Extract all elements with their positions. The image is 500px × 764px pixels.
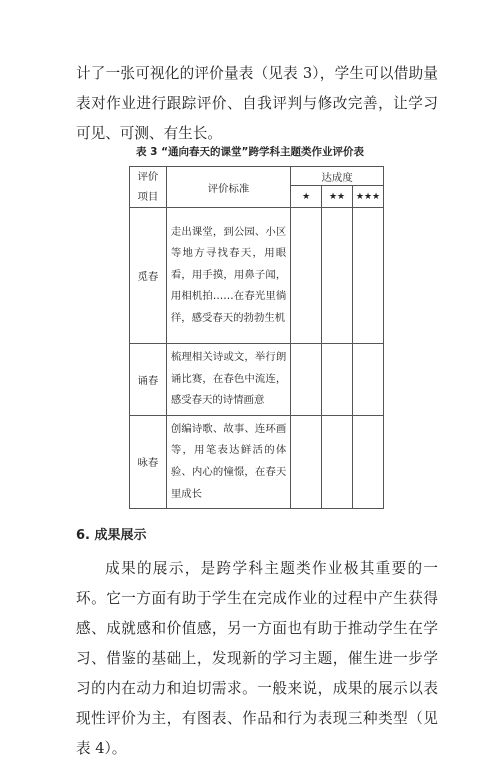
- rating-cell: [353, 208, 384, 344]
- rating-cell: [291, 208, 322, 344]
- star-level-2: ★★: [322, 186, 353, 208]
- table-row: [130, 415, 384, 508]
- row-standard-text: 创编诗歌、故事、连环画等，用笔表达鲜活的体验、内心的憧憬，在春天里成长: [166, 415, 290, 508]
- row-item-label: 咏春: [130, 415, 167, 508]
- header-item-line2: 项目: [137, 191, 159, 203]
- rating-cell: [353, 344, 384, 416]
- rating-cell: [322, 344, 353, 416]
- section-body: [76, 554, 438, 764]
- row-item-label: 觅春: [130, 208, 167, 344]
- table-row: [130, 344, 384, 416]
- row-standard-text: 梳理相关诗或文，举行朗诵比赛，在春色中流连，感受春天的诗情画意: [166, 344, 290, 416]
- header-standard: 评价标准: [166, 167, 290, 208]
- rating-cell: [353, 415, 384, 508]
- header-item: [130, 167, 167, 208]
- intro-paragraph: 计了一张可视化的评价量表（见表 3），学生可以借助量表对作业进行跟踪评价、自我评判与修改完善，让学习可见、可测、有生长。: [76, 65, 438, 142]
- row-item-label: 诵春: [130, 344, 167, 416]
- table-caption: 表 3 “通向春天的课堂”跨学科主题类作业评价表: [136, 146, 364, 158]
- table-row: [130, 208, 384, 344]
- evaluation-table: [129, 166, 384, 509]
- star-level-3: ★★★: [353, 186, 384, 208]
- section-heading: 6. 成果展示: [76, 528, 147, 543]
- rating-cell: [322, 415, 353, 508]
- row-standard-text: 走出课堂，到公园、小区等地方寻找春天，用眼看，用手摸，用鼻子闻，用相机拍……在春光里徜徉，感受春天的勃勃生机: [166, 208, 290, 344]
- header-item-line1: 评价: [137, 171, 159, 183]
- rating-cell: [322, 208, 353, 344]
- section-body-text: 成果的展示，是跨学科主题类作业极其重要的一环。它一方面有助于学生在完成作业的过程中产生获得感、成就感和价值感，另一方面也有助于推动学生在学习、借鉴的基础上，发现新的学习主题，催生进一步学习的内在动力和迫切需求。一般来说，成果的展示以表现性评价为主，有图表、作品和行为表现三种类型（见表 4）。: [76, 560, 438, 757]
- header-degree: 达成度: [291, 167, 384, 186]
- star-level-1: ★: [291, 186, 322, 208]
- rating-cell: [291, 344, 322, 416]
- rating-cell: [291, 415, 322, 508]
